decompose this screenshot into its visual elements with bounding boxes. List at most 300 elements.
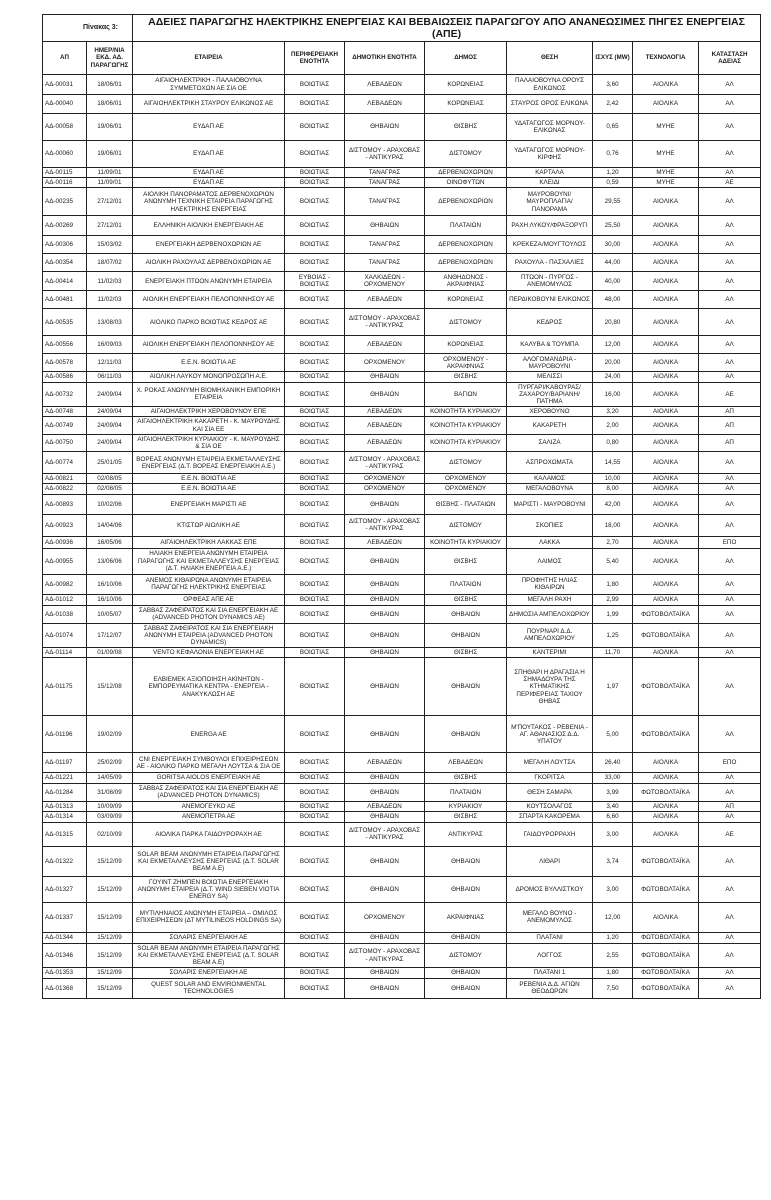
table-cell: ΒΟΙΩΤΙΑΣ bbox=[285, 783, 345, 801]
table-cell: ΑΙΟΛΙΚΑ bbox=[633, 354, 699, 372]
table-cell: 14/04/06 bbox=[87, 514, 133, 536]
table-row bbox=[43, 716, 761, 753]
table-cell: 11,70 bbox=[593, 648, 633, 658]
table-cell: ΟΙΝΟΦΥΤΩΝ bbox=[425, 178, 507, 188]
table-cell: ΜΑΥΡΟΒΟΥΝΙ/ΜΑΥΡΟΠΛΑΓΙΑ/ΠΑΝΟΡΑΜΑ bbox=[507, 188, 593, 216]
table-cell: 11/09/01 bbox=[87, 178, 133, 188]
table-cell: ΤΑΝΑΓΡΑΣ bbox=[345, 168, 425, 178]
table-cell: ΒΟΙΩΤΙΑΣ bbox=[285, 716, 345, 753]
table-row bbox=[43, 272, 761, 291]
table-cell: VENTO ΚΕΦΑΛΟΝΙΑ ΕΝΕΡΓΕΙΑΚΗ ΑΕ bbox=[133, 648, 285, 658]
table-cell: ΑΔ-00955 bbox=[43, 548, 87, 574]
table-cell: ΑΔ-00749 bbox=[43, 417, 87, 434]
table-cell: 3,00 bbox=[593, 876, 633, 902]
table-cell: ΑΔ-01196 bbox=[43, 716, 87, 753]
table-cell: ΑΕ bbox=[699, 382, 761, 407]
table-cell: ΔΙΣΤΟΜΟΥ bbox=[425, 309, 507, 336]
table-cell: ΧΕΡΟΒΟΥΝΟ bbox=[507, 407, 593, 417]
table-cell: ΒΟΙΩΤΙΑΣ bbox=[285, 168, 345, 178]
table-cell: ΑΛ bbox=[699, 623, 761, 648]
table-cell: ΑΙΟΛΙΚΑ bbox=[633, 95, 699, 114]
table-cell: 2,00 bbox=[593, 417, 633, 434]
table-row bbox=[43, 773, 761, 783]
table-cell: ΕΥΔΑΠ ΑΕ bbox=[133, 114, 285, 141]
table-cell: ΓΑΙΔΟΥΡΟΡΡΑΧΗ bbox=[507, 822, 593, 846]
table-cell: ΚΑΛΑΜΟΣ bbox=[507, 474, 593, 484]
table-cell: ΑΙΟΛΙΚΑ bbox=[633, 494, 699, 514]
table-cell: ΒΟΙΩΤΙΑΣ bbox=[285, 484, 345, 494]
table-cell: ΑΙΟΛΙΚΑ bbox=[633, 474, 699, 484]
table-cell: 3,00 bbox=[593, 822, 633, 846]
table-row bbox=[43, 648, 761, 658]
table-cell: ΑΛ bbox=[699, 943, 761, 968]
table-cell: ΔΗΜΟΣΙΑ ΑΜΠΕΛΟΧΩΡΙΟΥ bbox=[507, 605, 593, 623]
table-cell: 15/12/09 bbox=[87, 876, 133, 902]
table-cell: ΘΗΒΑΙΩΝ bbox=[345, 968, 425, 978]
table-cell: ΘΗΒΑΙΩΝ bbox=[345, 605, 425, 623]
table-cell: ΟΡΧΟΜΕΝΟΥ bbox=[425, 474, 507, 484]
table-cell: ΑΛ bbox=[699, 605, 761, 623]
table-cell: 16/05/06 bbox=[87, 536, 133, 548]
table-row bbox=[43, 783, 761, 801]
table-cell: ΔΙΣΤΟΜΟΥ bbox=[425, 943, 507, 968]
table-cell: ΥΔΑΤΑΓΩΓΟΣ ΜΟΡΝΟΥ-ΚΙΡΦΗΣ bbox=[507, 141, 593, 168]
table-cell: ΒΟΙΩΤΙΑΣ bbox=[285, 648, 345, 658]
table-cell: ΣΟΛΑΡΙΣ ΕΝΕΡΓΕΙΑΚΗ ΑΕ bbox=[133, 968, 285, 978]
table-cell: ΛΟΓΓΟΣ bbox=[507, 943, 593, 968]
table-cell: ΑΝΕΜΟΓΕΥΚΟ ΑΕ bbox=[133, 801, 285, 811]
table-cell: 18,00 bbox=[593, 514, 633, 536]
table-cell: ΑΝΕΜΟΣ ΚΙΘΑΙΡΩΝΑ ΑΝΩΝΥΜΗ ΕΤΑΙΡΕΙΑ ΠΑΡΑΓΩΓΗΣ ΗΛΕΚΤΡΙΚΗΣ ΕΝΕΡΓΕΙΑΣ bbox=[133, 574, 285, 594]
table-cell: ΘΙΣΒΗΣ - ΠΛΑΤΑΙΩΝ bbox=[425, 494, 507, 514]
table-cell: ΑΔ-00535 bbox=[43, 309, 87, 336]
table-row bbox=[43, 753, 761, 773]
table-cell: ΑΙΟΛΙΚΑ bbox=[633, 822, 699, 846]
table-cell: 24/09/04 bbox=[87, 407, 133, 417]
table-cell: ΛΕΒΑΔΕΩΝ bbox=[345, 417, 425, 434]
column-header: ΘΕΣΗ bbox=[507, 42, 593, 75]
table-cell: ΔΕΡΒΕΝΟΧΩΡΙΩΝ bbox=[425, 236, 507, 254]
column-header: ΕΤΑΙΡΕΙΑ bbox=[133, 42, 285, 75]
table-cell: ΠΥΡΓΑΡΙ/ΚΑΒΟΥΡΑΣ/ΖΑΧΑΡΟΥ/ΒΑΡΙΑΝΗ/ΠΑΤΗΜΑ bbox=[507, 382, 593, 407]
table-cell: ΑΙΟΛΙΚΑ bbox=[633, 594, 699, 605]
table-cell: ΜΥΗΕ bbox=[633, 168, 699, 178]
table-cell: ΘΗΒΑΙΩΝ bbox=[345, 548, 425, 574]
table-cell: 01/09/08 bbox=[87, 648, 133, 658]
table-cell: ΑΔ-00031 bbox=[43, 75, 87, 95]
table-cell: ΚΡΕΚΕΖΑ/ΜΟΥΓΤΟΥΛΟΣ bbox=[507, 236, 593, 254]
table-cell: ΑΛ bbox=[699, 494, 761, 514]
table-cell: ΑΛ bbox=[699, 309, 761, 336]
table-cell: 02/10/09 bbox=[87, 822, 133, 846]
table-cell: ΑΔ-01313 bbox=[43, 801, 87, 811]
table-cell: ΑΔ-01175 bbox=[43, 658, 87, 716]
table-cell: ΤΑΝΑΓΡΑΣ bbox=[345, 188, 425, 216]
table-cell: ΒΟΙΩΤΙΑΣ bbox=[285, 658, 345, 716]
table-cell: 06/11/03 bbox=[87, 372, 133, 382]
table-cell: ΑΙΟΛΙΚΑ bbox=[633, 773, 699, 783]
table-body bbox=[43, 75, 761, 999]
table-cell: ΑΣΠΡΟΧΩΜΑΤΑ bbox=[507, 452, 593, 474]
table-cell: ΜΕΓΑΛΟΒΟΥΝΑ bbox=[507, 484, 593, 494]
table-cell: ΑΙΟΛΙΚΗ ΠΑΝΟΡΑΜΑΤΟΣ ΔΕΡΒΕΝΟΧΩΡΙΩΝ ΑΝΩΝΥΜΗ ΤΕΧΝΙΚΗ ΕΤΑΙΡΕΙΑ ΠΑΡΑΓΩΓΗΣ ΗΛΕΚΤΡΙΚΗΣ ΕΝΕΡΓΕΙΑΣ bbox=[133, 188, 285, 216]
table-cell: 1,20 bbox=[593, 168, 633, 178]
table-cell: ΣΑΛΙΖΑ bbox=[507, 434, 593, 451]
table-cell: ΑΛ bbox=[699, 594, 761, 605]
table-row bbox=[43, 548, 761, 574]
table-cell: ΒΟΙΩΤΙΑΣ bbox=[285, 943, 345, 968]
table-cell: ΕΛΒΙΕΜΕΚ ΑΞΙΟΠΟΙΗΣΗ ΑΚΙΝΗΤΩΝ - ΕΜΠΟΡΕΥΜΑΤΙΚΑ ΚΕΝΤΡΑ - ΕΝΕΡΓΕΙΑ - ΑΝΑΚΥΚΛΩΣΗ ΑΕ bbox=[133, 658, 285, 716]
table-cell: 3,60 bbox=[593, 75, 633, 95]
licenses-table bbox=[42, 14, 761, 999]
table-row bbox=[43, 309, 761, 336]
table-cell: ΕΝΕΡΓΕΙΑΚΗ ΜΑΡΙΣΤΙ ΑΕ bbox=[133, 494, 285, 514]
table-cell: ΡΕΒΕΝΙΑ Δ.Δ. ΑΓΙΩΝ ΘΕΟΔΩΡΩΝ bbox=[507, 978, 593, 998]
table-cell: ΑΙΟΛΙΚΑ bbox=[633, 514, 699, 536]
table-cell: ΣΤΑΥΡΟΣ ΟΡΟΣ ΕΛΙΚΩΝΑ bbox=[507, 95, 593, 114]
column-header: ΙΣΧΥΣ (MW) bbox=[593, 42, 633, 75]
table-cell: ΑΔ-00060 bbox=[43, 141, 87, 168]
table-cell: ΑΔ-00893 bbox=[43, 494, 87, 514]
table-cell: 44,00 bbox=[593, 254, 633, 272]
table-cell: ΤΑΝΑΓΡΑΣ bbox=[345, 236, 425, 254]
table-cell: ΑΙΟΛΙΚΗ ΕΝΕΡΓΕΙΑΚΗ ΠΕΛΟΠΟΝΝΗΣΟΥ ΑΕ bbox=[133, 291, 285, 309]
table-row bbox=[43, 658, 761, 716]
table-row bbox=[43, 484, 761, 494]
table-cell: ΘΗΒΑΙΩΝ bbox=[345, 623, 425, 648]
table-cell: 17/12/07 bbox=[87, 623, 133, 648]
table-cell: 18/07/02 bbox=[87, 254, 133, 272]
table-cell: ΑΙΓΑΙΟΗΛΕΚΤΡΙΚΗ ΧΕΡΟΒΟΥΝΟΥ ΕΠΕ bbox=[133, 407, 285, 417]
table-cell: ΑΛ bbox=[699, 783, 761, 801]
table-cell: ΑΔ-01314 bbox=[43, 811, 87, 822]
table-row bbox=[43, 594, 761, 605]
table-cell: ΒΟΙΩΤΙΑΣ bbox=[285, 773, 345, 783]
table-cell: ΘΗΒΑΙΩΝ bbox=[345, 648, 425, 658]
table-cell: ΚΑΚΑΡΕΤΗ bbox=[507, 417, 593, 434]
table-cell: ΑΚΡΑΙΦΝΙΑΣ bbox=[425, 902, 507, 932]
table-cell: 6,60 bbox=[593, 811, 633, 822]
table-cell: ΑΙΓΑΙΟΗΛΕΚΤΡΙΚΗ ΚΥΡΙΑΚΙΟΥ - Κ. ΜΑΥΡΟΥΔΗΣ & ΣΙΑ ΟΕ bbox=[133, 434, 285, 451]
table-cell: 11/02/03 bbox=[87, 291, 133, 309]
table-row bbox=[43, 354, 761, 372]
table-cell: 15/12/09 bbox=[87, 846, 133, 876]
table-cell: ΑΔ-00774 bbox=[43, 452, 87, 474]
table-cell: 15/12/08 bbox=[87, 658, 133, 716]
table-title: ΑΔΕΙΕΣ ΠΑΡΑΓΩΓΗΣ ΗΛΕΚΤΡΙΚΗΣ ΕΝΕΡΓΕΙΑΣ ΚΑΙ ΒΕΒΑΙΩΣΕΙΣ ΠΑΡΑΓΩΓΟΥ ΑΠΟ ΑΝΑΝΕΩΣΙΜΕΣ ΠΗΓΕΣ ΕΝΕΡΓΕΙΑΣ (ΑΠΕ) bbox=[133, 15, 761, 42]
table-cell: ΔΕΡΒΕΝΟΧΩΡΙΩΝ bbox=[425, 254, 507, 272]
table-cell: ΑΙΟΛΙΚΑ bbox=[633, 574, 699, 594]
table-row bbox=[43, 75, 761, 95]
table-cell: ΟΡΧΟΜΕΝΟΥ bbox=[345, 902, 425, 932]
table-cell: ΑΙΓΑΙΟΗΛΕΚΤΡΙΚΗ ΚΑΚΑΡΕΤΗ - Κ. ΜΑΥΡΟΥΔΗΣ ΚΑΙ ΣΙΑ ΕΕ bbox=[133, 417, 285, 434]
table-row bbox=[43, 822, 761, 846]
table-cell: 1,20 bbox=[593, 932, 633, 943]
table-cell: ΔΙΣΤΟΜΟΥ - ΑΡΑΧΟΒΑΣ - ΑΝΤΙΚΥΡΑΣ bbox=[345, 452, 425, 474]
table-row bbox=[43, 474, 761, 484]
table-cell: 13/06/06 bbox=[87, 548, 133, 574]
column-header: ΤΕΧΝΟΛΟΓΙΑ bbox=[633, 42, 699, 75]
table-cell: ΜΕΓΑΛΗ ΛΟΥΤΣΑ bbox=[507, 753, 593, 773]
table-cell: ΠΛΑΤΑΙΩΝ bbox=[425, 783, 507, 801]
table-cell: ΑΔ-01038 bbox=[43, 605, 87, 623]
table-row bbox=[43, 605, 761, 623]
table-cell: 16,00 bbox=[593, 382, 633, 407]
table-cell: ΑΛΟΓΟΜΑΝΔΡΙΑ - ΜΑΥΡΟΒΟΥΝΙ bbox=[507, 354, 593, 372]
table-cell: ΑΙΟΛΙΚΑ bbox=[633, 902, 699, 932]
table-cell: ΘΗΒΑΙΩΝ bbox=[425, 605, 507, 623]
table-cell: ΚΥΡΙΑΚΙΟΥ bbox=[425, 801, 507, 811]
table-row bbox=[43, 114, 761, 141]
table-cell: ΟΡΧΟΜΕΝΟΥ bbox=[345, 484, 425, 494]
table-cell: ΑΙΟΛΙΚΑ bbox=[633, 548, 699, 574]
table-cell: ΑΛ bbox=[699, 574, 761, 594]
table-cell: ΒΟΙΩΤΙΑΣ bbox=[285, 932, 345, 943]
table-cell: ΑΙΟΛΙΚΑ bbox=[633, 75, 699, 95]
table-row bbox=[43, 968, 761, 978]
table-cell: ΠΤΩΟΝ - ΠΥΡΓΟΣ - ΑΝΕΜΟΜΥΛΟΣ bbox=[507, 272, 593, 291]
table-cell: 10/09/09 bbox=[87, 801, 133, 811]
table-cell: ΘΙΣΒΗΣ bbox=[425, 648, 507, 658]
table-cell: 40,00 bbox=[593, 272, 633, 291]
table-cell: ΑΛ bbox=[699, 968, 761, 978]
table-cell: ΑΛ bbox=[699, 773, 761, 783]
table-cell: ΛΕΒΑΔΕΩΝ bbox=[345, 407, 425, 417]
table-cell: ΔΕΡΒΕΝΟΧΩΡΙΩΝ bbox=[425, 188, 507, 216]
table-cell: 25/01/05 bbox=[87, 452, 133, 474]
table-cell: 5,00 bbox=[593, 716, 633, 753]
table-cell: ΘΗΒΑΙΩΝ bbox=[345, 372, 425, 382]
table-cell: 3,74 bbox=[593, 846, 633, 876]
table-cell: 27/12/01 bbox=[87, 216, 133, 236]
table-cell: ΑΙΟΛΙΚΑ bbox=[633, 254, 699, 272]
table-cell: ΑΔ-00116 bbox=[43, 178, 87, 188]
table-cell: 11/09/01 bbox=[87, 168, 133, 178]
table-row bbox=[43, 978, 761, 998]
table-cell: 13/08/03 bbox=[87, 309, 133, 336]
table-cell: ΕΛΛΗΝΙΚΗ ΑΙΟΛΙΚΗ ΕΝΕΡΓΕΙΑΚΗ ΑΕ bbox=[133, 216, 285, 236]
table-cell: ΒΟΙΩΤΙΑΣ bbox=[285, 407, 345, 417]
table-cell: ΜΕΛΙΣΣΙ bbox=[507, 372, 593, 382]
table-row bbox=[43, 801, 761, 811]
table-cell: ΑΔ-00235 bbox=[43, 188, 87, 216]
table-cell: ΑΛ bbox=[699, 354, 761, 372]
table-cell: 2,55 bbox=[593, 943, 633, 968]
table-cell: 24/09/04 bbox=[87, 417, 133, 434]
table-cell: ΣΑΒΒΑΣ ΖΑΦΕΙΡΑΤΟΣ ΚΑΙ ΣΙΑ ΕΝΕΡΓΕΙΑΚΗ ΑΕ (ADVANCED PHOTON DYNAMICS) bbox=[133, 783, 285, 801]
table-cell: ΑΛ bbox=[699, 168, 761, 178]
table-cell: Μ'ΠΟΥΤΑΚΟΣ - ΡΕΒΕΝΙΑ - ΑΓ. ΑΘΑΝΑΣΙΟΣ Δ.Δ. ΥΠΑΤΟΥ bbox=[507, 716, 593, 753]
table-cell: ΗΛΙΑΚΗ ΕΝΕΡΓΕΙΑ ΑΝΩΝΥΜΗ ΕΤΑΙΡΕΙΑ ΠΑΡΑΓΩΓΗΣ ΚΑΙ ΕΚΜΕΤΑΛΛΕΥΣΗΣ ΕΝΕΡΓΕΙΑΣ (Δ.Τ. ΗΛΙΑΚΗ ΕΝΕΡΓΕΙΑ Α.Ε.) bbox=[133, 548, 285, 574]
table-row bbox=[43, 876, 761, 902]
table-cell: ΒΟΙΩΤΙΑΣ bbox=[285, 336, 345, 354]
table-row bbox=[43, 574, 761, 594]
table-cell: ΑΝΘΗΔΟΝΟΣ - ΑΚΡΑΙΦΝΙΑΣ bbox=[425, 272, 507, 291]
table-cell: ΘΙΣΒΗΣ bbox=[425, 773, 507, 783]
table-cell: ΠΑΛΑΙΟΒΟΥΝΑ ΟΡΟΥΣ ΕΛΙΚΩΝΟΣ bbox=[507, 75, 593, 95]
table-cell: ΔΙΣΤΟΜΟΥ - ΑΡΑΧΟΒΑΣ - ΑΝΤΙΚΥΡΑΣ bbox=[345, 141, 425, 168]
table-cell: ΘΗΒΑΙΩΝ bbox=[345, 783, 425, 801]
table-cell: ΘΗΒΑΙΩΝ bbox=[345, 876, 425, 902]
table-cell: ΟΡΧΟΜΕΝΟΥ bbox=[345, 474, 425, 484]
table-cell: ΔΡΟΜΟΣ ΒΥΛΛΙΣΤΚΟΥ bbox=[507, 876, 593, 902]
table-cell: ΚΑΛΥΒΑ & ΤΟΥΜΠΑ bbox=[507, 336, 593, 354]
table-cell: ΣΟΛΑΡΙΣ ΕΝΕΡΓΕΙΑΚΗ ΑΕ bbox=[133, 932, 285, 943]
table-row bbox=[43, 846, 761, 876]
table-cell: ΒΟΙΩΤΙΑΣ bbox=[285, 605, 345, 623]
table-cell: ΦΩΤΟΒΟΛΤΑΪΚΑ bbox=[633, 605, 699, 623]
table-cell: ΒΟΙΩΤΙΑΣ bbox=[285, 354, 345, 372]
table-cell: 26,40 bbox=[593, 753, 633, 773]
table-cell: ΟΡΧΟΜΕΝΟΥ bbox=[345, 354, 425, 372]
table-row bbox=[43, 932, 761, 943]
table-cell: ΑΛ bbox=[699, 114, 761, 141]
table-cell: ΤΑΝΑΓΡΑΣ bbox=[345, 178, 425, 188]
table-cell: ΚΟΡΩΝΕΙΑΣ bbox=[425, 336, 507, 354]
table-cell: ΒΟΙΩΤΙΑΣ bbox=[285, 309, 345, 336]
table-cell: ΑΙΟΛΙΚΑ bbox=[633, 811, 699, 822]
table-cell: CNI ΕΝΕΡΓΕΙΑΚΗ ΣΥΜΒΟΥΛΟΙ ΕΠΙΧΕΙΡΗΣΕΩΝ ΑΕ - ΑΙΟΛΙΚΟ ΠΑΡΚΟ ΜΕΓΑΛΗ ΛΟΥΤΣΑ & ΣΙΑ ΟΕ bbox=[133, 753, 285, 773]
table-row bbox=[43, 811, 761, 822]
table-cell: ΛΑΙΜΟΣ bbox=[507, 548, 593, 574]
table-cell: ΥΔΑΤΑΓΩΓΟΣ ΜΟΡΝΟΥ-ΕΛΙΚΩΝΑΣ bbox=[507, 114, 593, 141]
table-cell: ΑΙΟΛΙΚΑ bbox=[633, 291, 699, 309]
table-row bbox=[43, 514, 761, 536]
table-row bbox=[43, 336, 761, 354]
table-cell: ΑΔ-00936 bbox=[43, 536, 87, 548]
table-cell: ΘΗΒΑΙΩΝ bbox=[425, 876, 507, 902]
table-cell: ΑΔ-00748 bbox=[43, 407, 87, 417]
table-row bbox=[43, 95, 761, 114]
table-cell: ΛΕΒΑΔΕΩΝ bbox=[425, 753, 507, 773]
table-cell: ΛΙΘΑΡΙ bbox=[507, 846, 593, 876]
table-cell: ΒΟΙΩΤΙΑΣ bbox=[285, 188, 345, 216]
table-cell: ΚΟΡΩΝΕΙΑΣ bbox=[425, 291, 507, 309]
table-cell: 12,00 bbox=[593, 336, 633, 354]
table-cell: ΒΟΙΩΤΙΑΣ bbox=[285, 536, 345, 548]
table-cell: ΦΩΤΟΒΟΛΤΑΪΚΑ bbox=[633, 932, 699, 943]
table-row bbox=[43, 236, 761, 254]
column-header: ΚΑΤΑΣΤΑΣΗ ΑΔΕΙΑΣ bbox=[699, 42, 761, 75]
table-cell: ΣΚΟΠΙΕΣ bbox=[507, 514, 593, 536]
table-cell: ΑΙΟΛΙΚΑ bbox=[633, 801, 699, 811]
table-cell: ΑΔ-00115 bbox=[43, 168, 87, 178]
table-cell: ΑΕ bbox=[699, 822, 761, 846]
table-cell: ΑΔ-00269 bbox=[43, 216, 87, 236]
table-cell: 10/05/07 bbox=[87, 605, 133, 623]
table-cell: ΑΔ-01197 bbox=[43, 753, 87, 773]
table-cell: 24/09/04 bbox=[87, 382, 133, 407]
table-cell: ΜΥΤΙΛΗΝΑΙΟΣ ΑΝΩΝΥΜΗ ΕΤΑΙΡΕΙΑ – ΟΜΙΛΟΣ ΕΠΙΧΕΙΡΗΣΕΩΝ (ΔΤ MYTILINEOS HOLDINGS SA) bbox=[133, 902, 285, 932]
table-cell: 3,40 bbox=[593, 801, 633, 811]
table-cell: 15/12/09 bbox=[87, 902, 133, 932]
table-cell: ΕΝΕΡΓΕΙΑΚΗ ΔΕΡΒΕΝΟΧΩΡΙΩΝ ΑΕ bbox=[133, 236, 285, 254]
table-row bbox=[43, 434, 761, 451]
table-row bbox=[43, 623, 761, 648]
table-cell: ΑΛ bbox=[699, 75, 761, 95]
table-cell: 33,00 bbox=[593, 773, 633, 783]
table-cell: ΑΙΓΑΙΟΗΛΕΚΤΡΙΚΗ - ΠΑΛΑΙΟΒΟΥΝΑ ΣΥΜΜΕΤΟΧΩΝ ΑΕ ΣΙΑ ΟΕ bbox=[133, 75, 285, 95]
table-cell: 19/06/01 bbox=[87, 114, 133, 141]
table-cell: ΘΗΒΑΙΩΝ bbox=[345, 494, 425, 514]
table-cell: SOLAR BEAM ΑΝΩΝΥΜΗ ΕΤΑΙΡΕΙΑ ΠΑΡΑΓΩΓΗΣ ΚΑΙ ΕΚΜΕΤΑΛΛΕΥΣΗΣ ΕΝΕΡΓΕΙΑΣ (Δ.Τ. SOLAR BEAM A.E) bbox=[133, 846, 285, 876]
table-cell: ΒΟΙΩΤΙΑΣ bbox=[285, 876, 345, 902]
table-cell: ΘΗΒΑΙΩΝ bbox=[345, 811, 425, 822]
table-cell: ΚΟΙΝΟΤΗΤΑ ΚΥΡΙΑΚΙΟΥ bbox=[425, 536, 507, 548]
table-cell: 02/08/05 bbox=[87, 474, 133, 484]
table-cell: ΑΛ bbox=[699, 188, 761, 216]
table-cell: 2,70 bbox=[593, 536, 633, 548]
table-cell: ΒΟΙΩΤΙΑΣ bbox=[285, 494, 345, 514]
table-cell: ΑΙΟΛΙΚΗ ΕΝΕΡΓΕΙΑΚΗ ΠΕΛΟΠΟΝΝΗΣΟΥ ΑΕ bbox=[133, 336, 285, 354]
table-cell: ΘΗΒΑΙΩΝ bbox=[345, 594, 425, 605]
table-cell: 19/06/01 bbox=[87, 141, 133, 168]
table-row bbox=[43, 168, 761, 178]
table-cell: ΦΩΤΟΒΟΛΤΑΪΚΑ bbox=[633, 623, 699, 648]
table-cell: ΠΡΟΦΗΤΗΣ ΗΛΙΑΣ ΚΙΘΑΙΡΩΝ bbox=[507, 574, 593, 594]
table-cell: ΑΔ-01344 bbox=[43, 932, 87, 943]
table-cell: ΘΙΣΒΗΣ bbox=[425, 372, 507, 382]
table-cell: ΑΔ-00586 bbox=[43, 372, 87, 382]
table-cell: ΘΗΒΑΙΩΝ bbox=[345, 114, 425, 141]
table-cell: ΑΔ-01284 bbox=[43, 783, 87, 801]
table-cell: ΚΟΡΩΝΕΙΑΣ bbox=[425, 75, 507, 95]
table-cell: ΔΙΣΤΟΜΟΥ bbox=[425, 452, 507, 474]
table-cell: ΣΠΑΡΤΑ ΚΑΚΟΡΕΜΑ bbox=[507, 811, 593, 822]
table-cell: 15/12/09 bbox=[87, 943, 133, 968]
table-cell: ΑΙΟΛΙΚΟ ΠΑΡΚΟ ΒΟΙΩΤΙΑΣ ΚΕΔΡΟΣ ΑΕ bbox=[133, 309, 285, 336]
table-cell: ΛΕΒΑΔΕΩΝ bbox=[345, 434, 425, 451]
table-cell: ΠΛΑΤΑΝΙ bbox=[507, 932, 593, 943]
table-cell: ΒΟΙΩΤΙΑΣ bbox=[285, 178, 345, 188]
table-cell: ΑΙΟΛΙΚΗ ΛΑΥΚΟΥ ΜΟΝΟΠΡΟΣΩΠΗ Α.Ε. bbox=[133, 372, 285, 382]
table-row bbox=[43, 494, 761, 514]
table-cell: ΟΡΦΕΑΣ ΑΠΕ ΑΕ bbox=[133, 594, 285, 605]
table-cell: ΑΔ-00923 bbox=[43, 514, 87, 536]
table-cell: ΒΟΙΩΤΙΑΣ bbox=[285, 236, 345, 254]
table-cell: ΑΙΟΛΙΚΑ bbox=[633, 484, 699, 494]
table-cell: ΘΙΣΒΗΣ bbox=[425, 548, 507, 574]
table-cell: ΒΟΙΩΤΙΑΣ bbox=[285, 968, 345, 978]
table-cell: 2,99 bbox=[593, 594, 633, 605]
table-cell: ΑΠ bbox=[699, 434, 761, 451]
table-cell: ΚΟΙΝΟΤΗΤΑ ΚΥΡΙΑΚΙΟΥ bbox=[425, 407, 507, 417]
table-cell: ΑΙΟΛΙΚΑ bbox=[633, 434, 699, 451]
table-cell: ΛΕΒΑΔΕΩΝ bbox=[345, 536, 425, 548]
table-cell: 42,00 bbox=[593, 494, 633, 514]
table-cell: 7,50 bbox=[593, 978, 633, 998]
table-cell: 16/09/03 bbox=[87, 336, 133, 354]
table-cell: 0,76 bbox=[593, 141, 633, 168]
table-cell: ΑΙΟΛΙΚΑ bbox=[633, 272, 699, 291]
table-cell: ΕΠΟ bbox=[699, 536, 761, 548]
table-cell: ΑΔ-00732 bbox=[43, 382, 87, 407]
table-cell: ΒΟΙΩΤΙΑΣ bbox=[285, 753, 345, 773]
table-cell: ΑΛ bbox=[699, 658, 761, 716]
table-cell: ΜΥΗΕ bbox=[633, 178, 699, 188]
table-cell: ΑΔ-00306 bbox=[43, 236, 87, 254]
table-cell: GORITSA AIOLOS ΕΝΕΡΓΕΙΑΚΗ ΑΕ bbox=[133, 773, 285, 783]
table-cell: ΑΛ bbox=[699, 978, 761, 998]
table-cell: ΔΙΣΤΟΜΟΥ - ΑΡΑΧΟΒΑΣ - ΑΝΤΙΚΥΡΑΣ bbox=[345, 309, 425, 336]
table-cell: ΑΛ bbox=[699, 902, 761, 932]
table-cell: ΒΟΙΩΤΙΑΣ bbox=[285, 382, 345, 407]
table-row bbox=[43, 141, 761, 168]
table-cell: 16/10/06 bbox=[87, 594, 133, 605]
table-cell: 48,00 bbox=[593, 291, 633, 309]
table-cell: QUEST SOLAR AND ENVIRONMENTAL TECHNOLOGIES bbox=[133, 978, 285, 998]
table-cell: ΑΔ-00578 bbox=[43, 354, 87, 372]
